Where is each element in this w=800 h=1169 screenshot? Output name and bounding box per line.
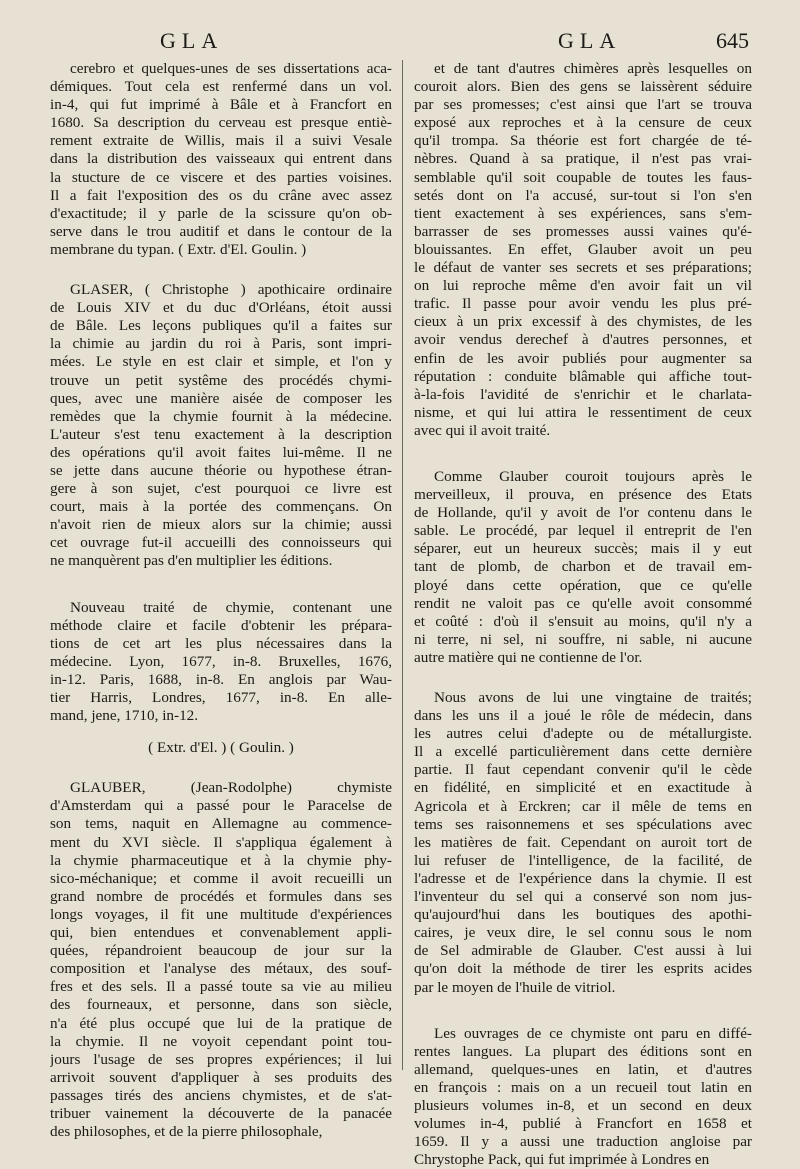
text-line: en fidélité, en simplicité et en exactitude à [414, 779, 752, 797]
text-line: et coûté : d'où il s'ensuit au moins, qu'il n'y a [414, 612, 752, 630]
text-line: tant de plomb, de charbon et de travail em- [414, 558, 752, 576]
text-line: dans la distribution des vaisseaux qui entrent dans [50, 150, 392, 168]
text-line: avec qui il avoit traité. [414, 421, 551, 439]
text-line: mand, jene, 1710, in-12. [50, 707, 199, 725]
text-line: ni terre, ni sel, ni souffre, ni sable, ni aucune [414, 630, 752, 648]
text-line: la stucture de ce viscere et des parties voisines. [50, 168, 392, 186]
paragraph [414, 468, 752, 667]
text-line: méthode claire et facile d'obtenir les prépara- [50, 616, 392, 634]
text-line: tribuer vainement la découverte de la panacée [50, 1104, 392, 1122]
text-line: trouve un petit systême des procédés chymi- [50, 371, 392, 389]
text-line: l'adresse et de l'expérience dans la chymie. Il est [414, 869, 752, 887]
text-line: dans les uns il a joué le rôle de médecin, dans [414, 707, 752, 725]
paragraph-gap [414, 667, 752, 689]
text-line: cieux à un prix excessif à des chymistes, de les [414, 313, 752, 331]
text-line: Comme Glauber couroit toujours après le [434, 467, 752, 485]
text-line: mées. Le style en est clair et simple, et l'on y [50, 353, 392, 371]
text-line: n'a été plus occupé que lui de la pratique de [50, 1014, 392, 1032]
text-line: en françois : mais on a un recueil tout latin en [414, 1078, 752, 1096]
paragraph [50, 599, 392, 726]
paragraph [50, 779, 392, 1141]
paragraph-gap [414, 997, 752, 1025]
text-line: sable. Le procédé, par lequel il entreprit de l'en [414, 522, 752, 540]
text-line: et de tant d'autres chimères après lesquelles on [434, 60, 752, 77]
text-line: les matières de fait. Cependant on auroit tort de [414, 833, 752, 851]
text-line: nèbres. Quand à sa pratique, il n'est pas vrai- [414, 150, 752, 168]
text-line: lui refuser de l'intelligence, de la facilité, de [414, 851, 752, 869]
text-line: ques, avec une manière aisée de composer les [50, 389, 392, 407]
text-line: par le moyen de l'huile de vitriol. [414, 978, 616, 996]
text-line: Nouveau traité de chymie, contenant une [70, 598, 392, 616]
text-line: de Sel admirable de Glauber. C'est aussi à lui [414, 942, 752, 960]
running-head-left: GLA [160, 28, 224, 53]
text-line: in-4, qui fut imprimé à Bâle et à Francfort en [50, 96, 392, 114]
running-header [0, 28, 800, 60]
text-line: ment du XVI siècle. Il s'appliqua également à [50, 833, 392, 851]
running-head-right: GLA [558, 28, 622, 53]
text-line: rement extraite de Willis, mais il a suivi Vesale [50, 132, 392, 150]
text-line: GLAUBER, (Jean-Rodolphe) chymiste [70, 779, 392, 797]
text-line: setés dont on l'a accusé, sur-tout si l'on s'en [414, 186, 752, 204]
column-divider [402, 60, 403, 1070]
text-line: volumes in-4, publié à Francfort en 1658 et [414, 1115, 752, 1133]
paragraph-gap [414, 440, 752, 468]
text-line: merveilleux, il prouva, en présence des Etats [414, 486, 752, 504]
text-line: membrane du typan. ( Extr. d'El. Goulin. ) [50, 240, 307, 258]
text-line: blouissantes. En effet, Glauber avoit un peu [414, 240, 752, 258]
text-line: sico-méchanique; et comme il avoit recueilli un [50, 869, 392, 887]
text-line: d'exactitude; il y parle de la scissure qu'on ob- [50, 204, 392, 222]
text-line: caires, je veux dire, le sel connu sous le nom [414, 924, 752, 942]
text-line: cet ouvrage fut-il accueilli des connoisseurs qui [50, 534, 392, 552]
text-line: trafic. Il passe pour avoir vendu les plus pré- [414, 295, 752, 313]
text-line: son tems, naquit en Allemagne au commence- [50, 815, 392, 833]
text-line: à-la-fois l'avidité de s'enrichir et le charlata- [414, 385, 752, 403]
text-line: on lui reproche même d'en avoir fait un vil [414, 277, 752, 295]
text-line: Chrystophe Pack, qui fut imprimée à Londres en [414, 1151, 710, 1169]
text-line: autre matière qui ne contienne de l'or. [414, 648, 643, 666]
text-line: composition et l'analyse des métaux, des souf- [50, 960, 392, 978]
text-line: jours l'usage de ses propres expériences; il lui [50, 1050, 392, 1068]
text-line: Les ouvrages de ce chymiste ont paru en diffé- [434, 1024, 752, 1042]
text-line: exposé aux reproches et à la censure de ceux [414, 114, 752, 132]
text-line: ne manquèrent pas d'en multiplier les éditions. [50, 552, 333, 570]
text-line: de Louis XIV et du duc d'Orléans, étoit aussi [50, 299, 392, 317]
text-line: de Bâle. Les leçons publiques qu'il a faites sur [50, 317, 392, 335]
text-line: grand nombre de procédés et formules dans ses [50, 887, 392, 905]
text-line: Il a excellé particulièrement dans cette dernière [414, 743, 752, 761]
text-line: barrasser de ses promesses aussi vaines qu'é- [414, 222, 752, 240]
paragraph-gap [50, 757, 392, 779]
text-line: d'Amsterdam qui a passé pour le Paracelse de [50, 797, 392, 815]
text-line: le défaut de vanter ses secrets et ses préparations; [414, 259, 752, 277]
text-line: Agricola et à Erckren; car il mêle de tems en [414, 797, 752, 815]
text-line: tions de cet art les plus nécessaires dans la [50, 634, 392, 652]
text-line: court, mais à la portée des commençans. On [50, 498, 392, 516]
text-line: se jette dans aucune théorie ou hypothese étran- [50, 461, 392, 479]
text-line: cerebro et quelques-unes de ses dissertations aca- [70, 60, 392, 77]
text-line: séparer, eut un heureux succès; mais il y eut [414, 540, 752, 558]
text-line: qu'il trompa. Sa théorie est fort chargée de té- [414, 132, 752, 150]
text-line: qui, bien entendues et convenablement appli- [50, 924, 392, 942]
source-signature: ( Extr. d'El. ) ( Goulin. ) [148, 739, 294, 757]
text-line: semblable qu'il soit coupable de toutes les faus- [414, 168, 752, 186]
text-line: plusieurs volumes in-8, et un second en deux [414, 1096, 752, 1114]
text-line: rentes langues. La plupart des éditions sont en [414, 1042, 752, 1060]
text-line: partie. Il faut cependant convenir qu'il le cède [414, 761, 752, 779]
text-line: par ses promesses; c'est ainsi que l'art se trouva [414, 96, 752, 114]
text-line: serve dans le trou auditif et dans le contour de la [50, 222, 392, 240]
left-column [50, 60, 392, 1141]
text-line: quées, répandroient beaucoup de jour sur la [50, 942, 392, 960]
text-line: fres et des sels. Il a passé toute sa vie au milieu [50, 978, 392, 996]
text-line: enfin de les avoir publiés pour augmenter sa [414, 349, 752, 367]
text-line: 1680. Sa description du cerveau est presque entiè- [50, 114, 392, 132]
paragraph-gap [50, 259, 392, 281]
text-line: longs voyages, il fit une multitude d'expériences [50, 905, 392, 923]
text-line: n'avoit rien de mieux alors sur la chimie; aussi [50, 516, 392, 534]
text-line: arrivoit souvent d'appliquer à ses produits des [50, 1068, 392, 1086]
text-line: la chymie pharmaceutique et à la chymie phy- [50, 851, 392, 869]
text-line: médecine. Lyon, 1677, in-8. Bruxelles, 1676, [50, 652, 392, 670]
text-line: tier Harris, Londres, 1677, in-8. En alle- [50, 689, 392, 706]
text-line: ployé dans cette opération, que ce qu'elle [414, 576, 752, 594]
text-line: passages tirés des anciens chymistes, et de s'at- [50, 1086, 392, 1104]
text-line: L'auteur s'est tenu exactement à la description [50, 425, 392, 443]
right-column [414, 60, 752, 1169]
text-line: la chymie. Il ne voyoit cependant point tou- [50, 1032, 392, 1050]
paragraph-gap [50, 571, 392, 599]
text-line: allemand, quelques-unes en latin, et d'autres [414, 1060, 752, 1078]
paragraph [414, 689, 752, 997]
text-line: démiques. Tout cela est renfermé dans un vol. [50, 78, 392, 96]
text-line: remèdes que la chymie fournit à la médecine. [50, 407, 392, 425]
text-line: gere à son sujet, c'est pourquoi ce livre est [50, 480, 392, 498]
text-line: de Hollande, qu'il y avoit de l'or contenu dans le [414, 504, 752, 522]
text-line: tems ses raisonnemens et ses spéculations avec [414, 815, 752, 833]
paragraph [414, 60, 752, 440]
paragraph [50, 281, 392, 571]
text-line: des fourneaux, et personne, dans son siècle, [50, 996, 392, 1014]
text-line: les autres celui d'adepte ou de métallurgiste. [414, 725, 752, 743]
text-line: nisme, et qui lui attira le ressentiment de ceux [414, 403, 752, 421]
text-line: avoir vendus derechef à d'autres personnes, et [414, 331, 752, 349]
page-number: 645 [716, 28, 749, 53]
text-line: in-12. Paris, 1688, in-8. En anglois par Wau- [50, 670, 392, 688]
text-line: la chimie au jardin du roi à Paris, sont impri- [50, 335, 392, 353]
text-line: qu'on doit la méthode de tirer les esprits acides [414, 960, 752, 978]
text-line: réputation : conduite blâmable qui affiche tout- [414, 367, 752, 385]
paragraph [414, 1025, 752, 1169]
text-line: GLASER, ( Christophe ) apothicaire ordinaire [70, 281, 392, 299]
text-line: des philosophes, et de la pierre philosophale, [50, 1123, 323, 1141]
text-line: 1659. Il y a aussi une traduction angloise par [414, 1133, 752, 1151]
text-line: Nous avons de lui une vingtaine de traités; [434, 689, 752, 706]
paragraph-gap [50, 725, 392, 739]
text-line: Il a fait l'exposition des os du crâne avec assez [50, 186, 392, 204]
text-line: qu'aujourd'hui dans les boutiques des apothi- [414, 906, 752, 924]
text-line: des opérations qu'il avoit faites lui-même. Il ne [50, 443, 392, 461]
text-line: couroit alors. Bien des gens se laissèrent séduire [414, 78, 752, 96]
text-line: rendit ne valoit pas ce qu'elle avoit consommé [414, 594, 752, 612]
paragraph [50, 60, 392, 259]
text-line: tient exactement à ses expériences, sans s'em- [414, 204, 752, 222]
text-line: l'inventeur du sel qui a conservé son nom jus- [414, 888, 752, 906]
